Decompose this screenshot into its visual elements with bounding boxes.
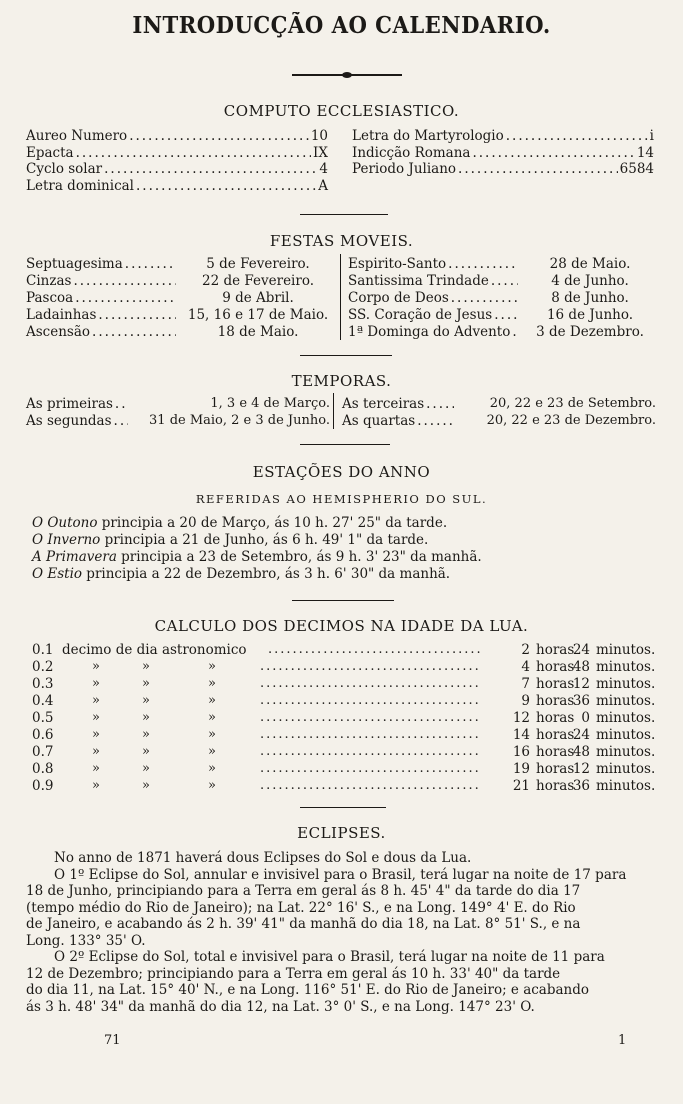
- festas-right-label: Santissima Trindade: [348, 273, 489, 289]
- calculo-decimal: 0.9: [32, 778, 54, 794]
- festas-left-value: 22 de Fevereiro.: [201, 273, 315, 289]
- eclipse-text-line: 12 de Dezembro; principiando para a Terra em geral ás 10 h. 33' 40" da tarde: [26, 965, 561, 982]
- computo-left-value: 4: [319, 161, 328, 177]
- estacao-text: principia a 23 de Setembro, ás 9 h. 3' 23" da manhã.: [116, 549, 482, 565]
- computo-right-value: 14: [636, 144, 654, 161]
- temporas-right-label: As terceiras: [342, 396, 425, 412]
- computo-right-value: i: [649, 128, 654, 144]
- festas-right-value: 28 de Maio.: [549, 256, 631, 272]
- calculo-minutes-label: minutos.: [596, 778, 656, 794]
- ditto-mark: »: [142, 727, 150, 742]
- calculo-first-label: decimo de dia astronomico: [62, 642, 247, 658]
- festas-left-row: [26, 324, 178, 340]
- calculo-heading: CALCULO DOS DECIMOS NA IDADE DA LUA.: [154, 617, 529, 635]
- temporas-right-row: [342, 413, 456, 429]
- calculo-hours: 21: [512, 778, 530, 794]
- computo-heading: COMPUTO ECCLESIASTICO.: [223, 102, 460, 120]
- dot-leader: [451, 290, 518, 306]
- calculo-hours: 14: [512, 727, 530, 743]
- festas-right-row: [348, 290, 520, 306]
- computo-right-label: Indicção Romana: [352, 144, 471, 161]
- calculo-decimal: 0.1: [32, 642, 54, 658]
- festas-right-value: 3 de Dezembro.: [536, 324, 644, 340]
- dot-leader: [268, 642, 482, 657]
- dot-leader: [260, 761, 482, 776]
- calculo-minutes: 0: [581, 710, 590, 726]
- calculo-minutes: 24: [572, 642, 590, 658]
- calculo-hours-label: horas: [536, 710, 575, 726]
- ditto-mark: »: [208, 744, 216, 759]
- ditto-mark: »: [92, 676, 100, 691]
- calculo-hours: 2: [521, 642, 530, 658]
- estacao-text: principia a 22 de Dezembro, ás 3 h. 6' 30" da manhã.: [82, 566, 451, 582]
- calculo-minutes: 48: [572, 659, 590, 675]
- festas-left-label: Cinzas: [26, 273, 72, 289]
- festas-left-value: 9 de Abril.: [222, 290, 294, 306]
- computo-left-value: IX: [313, 144, 328, 161]
- festas-right-row: [348, 273, 520, 289]
- temporas-left-label: As segundas: [26, 413, 112, 429]
- temporas-right-label: As quartas: [342, 413, 416, 429]
- festas-right-row: [348, 324, 520, 340]
- ditto-mark: »: [208, 761, 216, 776]
- calculo-decimal: 0.6: [32, 727, 54, 743]
- festas-right-label: Espirito-Santo: [348, 256, 447, 272]
- calculo-decimal: 0.5: [32, 710, 54, 726]
- dot-leader: [114, 413, 128, 429]
- dot-leader: [448, 256, 518, 272]
- eclipse-text-line: Long. 133° 35' O.: [26, 932, 146, 949]
- festas-right-label: 1ª Dominga do Advento: [348, 324, 511, 340]
- calculo-hours: 16: [512, 744, 530, 760]
- dot-leader: [76, 145, 311, 161]
- dot-leader: [512, 324, 518, 340]
- dot-leader: [417, 413, 454, 429]
- calculo-hours: 7: [521, 676, 530, 692]
- dot-leader: [458, 161, 618, 177]
- estacao-season: Estio: [47, 566, 83, 582]
- ditto-mark: »: [142, 710, 150, 725]
- calculo-hours-label: horas: [536, 761, 575, 777]
- page-title: INTRODUCÇÃO AO CALENDARIO.: [132, 12, 551, 39]
- estacao-season: Inverno: [47, 532, 101, 548]
- section-rule: [292, 600, 394, 601]
- dot-leader: [472, 145, 634, 161]
- calculo-decimal: 0.8: [32, 761, 54, 777]
- festas-left-label: Septuagesima: [26, 256, 123, 272]
- eclipse-text-line: O 1º Eclipse do Sol, annular e invisivel para o Brasil, terá lugar na noite de 17 para: [54, 866, 627, 883]
- festas-left-label: Ladainhas: [26, 307, 97, 323]
- estacao-article: O: [32, 515, 48, 531]
- ditto-mark: »: [142, 676, 150, 691]
- section-rule: [300, 355, 392, 356]
- dot-leader: [129, 128, 309, 144]
- column-divider: [333, 393, 334, 429]
- calculo-minutes: 48: [572, 744, 590, 760]
- computo-left-value: 10: [310, 128, 328, 144]
- ditto-mark: »: [208, 676, 216, 691]
- ditto-mark: »: [92, 761, 100, 776]
- ditto-mark: »: [208, 659, 216, 674]
- section-rule: [300, 444, 390, 445]
- dot-leader: [260, 710, 482, 725]
- calculo-hours-label: horas: [536, 676, 575, 692]
- calculo-minutes: 36: [572, 778, 590, 794]
- calculo-hours-label: horas: [536, 642, 575, 658]
- ditto-mark: »: [92, 659, 100, 674]
- calculo-minutes-label: minutos.: [596, 761, 656, 777]
- temporas-left-row: [26, 396, 130, 412]
- footer-signature-mark: 1: [618, 1033, 627, 1048]
- calculo-minutes-label: minutos.: [596, 727, 656, 743]
- calculo-hours-label: horas: [536, 727, 575, 743]
- temporas-left-value: 1, 3 e 4 de Março.: [210, 396, 330, 411]
- calculo-decimal: 0.3: [32, 676, 54, 692]
- estacao-line: [32, 549, 482, 565]
- column-divider: [340, 254, 341, 340]
- computo-right-row: [352, 145, 654, 161]
- temporas-left-value: 31 de Maio, 2 e 3 de Junho.: [149, 413, 330, 428]
- temporas-heading: TEMPORAS.: [291, 372, 392, 390]
- estacao-article: O: [32, 566, 48, 582]
- computo-left-label: Cyclo solar: [26, 161, 103, 177]
- festas-right-value: 16 de Junho.: [546, 307, 634, 323]
- calculo-hours: 9: [521, 693, 530, 709]
- dot-leader: [104, 161, 317, 177]
- ditto-mark: »: [142, 761, 150, 776]
- calculo-hours: 4: [521, 659, 530, 675]
- computo-left-label: Epacta: [26, 144, 74, 161]
- festas-right-value: 8 de Junho.: [551, 290, 629, 306]
- dot-leader: [260, 676, 482, 691]
- ditto-mark: »: [208, 693, 216, 708]
- calculo-decimal: 0.4: [32, 693, 54, 709]
- calculo-decimal: 0.7: [32, 744, 54, 760]
- ditto-mark: »: [92, 744, 100, 759]
- eclipse-text-line: No anno de 1871 haverá dous Eclipses do Sol e dous da Lua.: [54, 850, 472, 866]
- ditto-mark: »: [142, 693, 150, 708]
- computo-right-label: Periodo Juliano: [352, 161, 457, 177]
- eclipse-text-line: do dia 11, na Lat. 15° 40' N., e na Long. 116° 51' E. do Rio de Janeiro; e acabando: [26, 982, 590, 998]
- calculo-minutes-label: minutos.: [596, 744, 656, 760]
- temporas-left-row: [26, 413, 130, 429]
- footer-page-number: 71: [104, 1033, 121, 1048]
- dot-leader: [260, 693, 482, 708]
- computo-left-label: Letra dominical: [26, 177, 134, 194]
- estacao-line: [32, 566, 450, 582]
- dot-leader: [506, 128, 648, 144]
- ditto-mark: »: [92, 727, 100, 742]
- estacao-season: Outono: [47, 515, 98, 531]
- estacao-season: Primavera: [46, 549, 117, 565]
- temporas-right-row: [342, 396, 456, 412]
- festas-left-row: [26, 256, 178, 272]
- computo-right-label: Letra do Martyrologio: [352, 128, 504, 144]
- estacao-text: principia a 20 de Março, ás 10 h. 27' 25" da tarde.: [97, 515, 448, 531]
- dot-leader: [260, 744, 482, 759]
- estacao-line: [32, 532, 428, 548]
- estacao-line: [32, 515, 447, 531]
- dot-leader: [73, 273, 176, 289]
- estacao-article: A: [32, 549, 47, 565]
- dot-leader: [494, 307, 518, 323]
- calculo-minutes-label: minutos.: [596, 693, 656, 709]
- calculo-minutes: 12: [572, 761, 590, 777]
- eclipse-text-line: ás 3 h. 48' 34" da manhã do dia 12, na Lat. 3° 0' S., e na Long. 147° 23' O.: [26, 998, 535, 1015]
- ditto-mark: »: [92, 710, 100, 725]
- dot-leader: [426, 396, 454, 412]
- eclipse-text-line: O 2º Eclipse do Sol, total e invisivel para o Brasil, terá lugar na noite de 11 para: [54, 949, 605, 965]
- estacao-article: O: [32, 532, 48, 548]
- computo-left-row: [26, 178, 328, 194]
- ditto-mark: »: [208, 778, 216, 793]
- calculo-minutes: 36: [572, 693, 590, 709]
- dot-leader: [136, 178, 316, 194]
- computo-right-row: [352, 128, 654, 144]
- calculo-minutes-label: minutos.: [596, 659, 656, 675]
- computo-right-row: [352, 161, 654, 177]
- computo-right-value: 6584: [619, 161, 654, 177]
- eclipse-text-line: (tempo médio do Rio de Janeiro); na Lat. 22° 16' S., e na Long. 149° 4' E. do Rio: [26, 899, 576, 916]
- festas-left-value: 5 de Fevereiro.: [206, 256, 310, 272]
- dot-leader: [260, 778, 482, 793]
- section-rule: [300, 214, 388, 215]
- festas-left-label: Pascoa: [26, 290, 74, 306]
- estacoes-subheading: REFERIDAS AO HEMISPHERIO DO SUL.: [195, 492, 488, 506]
- calculo-hours: 19: [512, 761, 530, 777]
- festas-heading: FESTAS MOVEIS.: [269, 232, 414, 250]
- computo-left-row: [26, 128, 328, 144]
- festas-left-row: [26, 307, 178, 323]
- calculo-hours-label: horas: [536, 659, 575, 675]
- computo-left-row: [26, 161, 328, 177]
- ditto-mark: »: [142, 659, 150, 674]
- ditto-mark: »: [142, 778, 150, 793]
- ditto-mark: »: [208, 727, 216, 742]
- eclipses-heading: ECLIPSES.: [297, 824, 386, 842]
- festas-right-row: [348, 307, 520, 323]
- festas-right-row: [348, 256, 520, 272]
- eclipses-text: [26, 850, 662, 1015]
- dot-leader: [75, 290, 176, 306]
- dot-leader: [98, 307, 176, 323]
- ditto-mark: »: [142, 744, 150, 759]
- festas-left-value: 18 de Maio.: [217, 324, 299, 340]
- ditto-mark: »: [208, 710, 216, 725]
- festas-left-row: [26, 273, 178, 289]
- temporas-right-value: 20, 22 e 23 de Dezembro.: [486, 413, 656, 428]
- temporas-right-value: 20, 22 e 23 de Setembro.: [489, 396, 656, 411]
- ornamental-rule: [292, 72, 402, 78]
- festas-right-label: Corpo de Deos: [348, 290, 449, 306]
- dot-leader: [125, 256, 176, 272]
- computo-left-row: [26, 145, 328, 161]
- dot-leader: [491, 273, 518, 289]
- dot-leader: [115, 396, 128, 412]
- ditto-mark: »: [92, 693, 100, 708]
- computo-left-label: Aureo Numero: [26, 128, 128, 144]
- calculo-hours-label: horas: [536, 693, 575, 709]
- calculo-minutes: 12: [572, 676, 590, 692]
- calculo-minutes-label: minutos.: [596, 642, 656, 658]
- estacao-text: principia a 21 de Junho, ás 6 h. 49' 1" da tarde.: [100, 532, 429, 548]
- computo-left-value: A: [318, 177, 328, 194]
- festas-left-label: Ascensão: [26, 324, 91, 340]
- eclipse-text-line: de Janeiro, e acabando ás 2 h. 39' 41" da manhã do dia 18, na Lat. 8° 51' S., e na: [26, 916, 581, 932]
- temporas-left-label: As primeiras: [26, 396, 113, 412]
- dot-leader: [260, 659, 482, 674]
- calculo-minutes: 24: [572, 727, 590, 743]
- festas-right-value: 4 de Junho.: [551, 273, 629, 289]
- dot-leader: [260, 727, 482, 742]
- calculo-minutes-label: minutos.: [596, 676, 656, 692]
- festas-left-row: [26, 290, 178, 306]
- calculo-decimal: 0.2: [32, 659, 54, 675]
- festas-right-label: SS. Coração de Jesus: [348, 307, 493, 323]
- section-rule: [300, 807, 386, 808]
- calculo-hours-label: horas: [536, 778, 575, 794]
- festas-left-value: 15, 16 e 17 de Maio.: [187, 307, 329, 323]
- calculo-hours: 12: [512, 710, 530, 726]
- estacoes-heading: ESTAÇÕES DO ANNO: [252, 463, 431, 481]
- dot-leader: [92, 324, 176, 340]
- calculo-minutes-label: minutos.: [596, 710, 656, 726]
- calculo-hours-label: horas: [536, 744, 575, 760]
- eclipse-text-line: 18 de Junho, principiando para a Terra em geral ás 8 h. 45' 4" da tarde do dia 17: [26, 883, 581, 899]
- ditto-mark: »: [92, 778, 100, 793]
